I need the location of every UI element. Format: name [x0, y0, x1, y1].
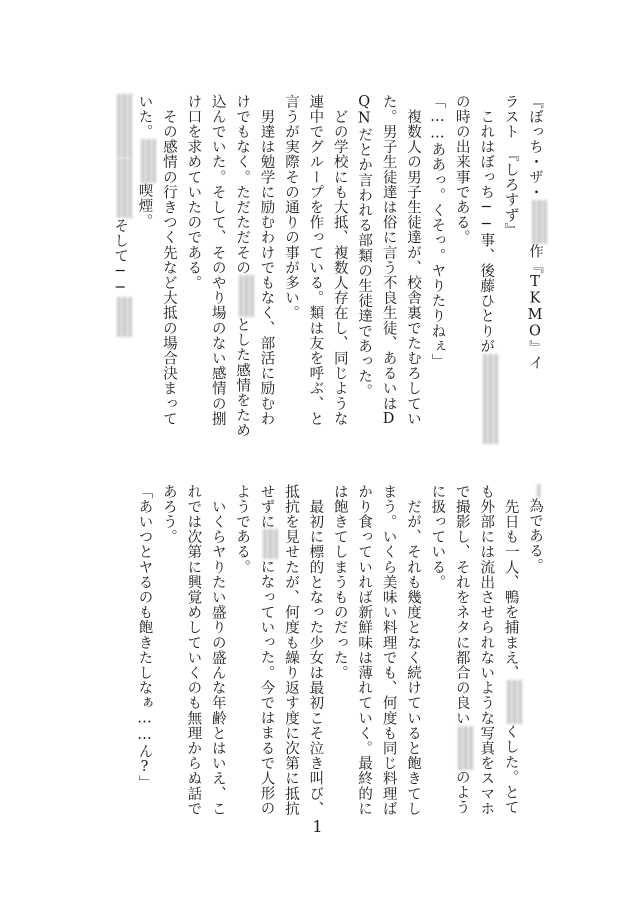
text-line: に扱っている。 [429, 484, 446, 590]
text-line: 「……ああっ。くそっ。ヤりたりねぇ」 [429, 94, 446, 369]
text-line: 『ぼっち・ザ・作『TKMO』イ [523, 94, 547, 454]
redaction-blur [483, 354, 498, 444]
text-line: 込んでいた。そして、そのやり場のない感情の捌 [209, 94, 226, 427]
text-line: いくらヤりたい盛りの盛んな年齢とはいえ、こ [209, 484, 226, 817]
text-line: の時の出来事である。 [453, 94, 470, 245]
text-line: 言うが実際その通りの事が多い。 [282, 94, 299, 321]
text-line: で撮影し、それをネタに都合の良いのよう [449, 484, 473, 844]
text-line: だが、それも幾度となく続けていると飽きてし [404, 484, 421, 817]
redaction-blur [507, 680, 522, 724]
text-line: 為である。 [523, 484, 547, 844]
redaction-blur [263, 529, 278, 559]
text-line: 先日も一人、鴨を捕まえ、くした。とて [498, 484, 522, 844]
text-line: 最初に標的となった少女は最初こそ泣き叫び、 [307, 484, 324, 817]
page-number: 1 [312, 817, 323, 836]
redaction-blur [239, 275, 254, 317]
text-line: 複数人の男子生徒達が、校舎裏でたむろしてい [404, 94, 421, 427]
redaction-blur [141, 139, 156, 183]
text-line: どの学校にも大抵、複数人存在し、同じような [331, 94, 348, 427]
text-line: は飽きてしまうものだった。 [331, 484, 348, 681]
text-line: 連中でグループを作っている。類は友を呼ぶ、と [307, 94, 324, 427]
text-line: これはぼっち──事、後藤ひとりが [474, 94, 498, 454]
redaction-blur [117, 158, 132, 218]
redaction-blur [117, 297, 132, 337]
text-line: ようである。 [234, 484, 251, 575]
text-line: まう。いくら美味い料理でも、何度も同じ料理ば [380, 484, 397, 817]
text-line: け口を求めていたのである。 [185, 94, 202, 291]
text-line: れでは次第に興覚めしていくのも無理からぬ話で [185, 484, 202, 817]
text-line: QNだとか言われる部類の生徒達であった。 [356, 94, 373, 399]
text-line: も外部には流出させられないような写真をスマホ [478, 484, 495, 817]
text-line: ラスト 『しろすず』 [502, 94, 519, 238]
text-line: そして── [108, 94, 132, 454]
bottom-text-block [132, 484, 547, 844]
redaction-blur [117, 94, 132, 158]
redaction-blur [458, 726, 473, 770]
text-line: いた。喫煙。 [132, 94, 156, 454]
text-line: その感情の行きつく先など大抵の場合決まって [160, 94, 177, 427]
text-line: 男達は勉学に励むわけでもなく、部活に励むわ [258, 94, 275, 427]
text-line: けでもなく。ただただそのとした感情をため [230, 94, 254, 454]
top-text-block [108, 94, 547, 454]
text-line: 抵抗を見せたが、何度も繰り返す度に次第に抵抗 [282, 484, 299, 817]
text-line: た。男子生徒達は俗に言う不良生徒、あるいはD [380, 94, 397, 428]
text-line: あろう。 [160, 484, 177, 545]
redaction-blur [537, 484, 541, 498]
text-line: かり食っていれば新鮮味は薄れていく。最終的に [356, 484, 373, 817]
text-line: せずにになっていった。今ではまるで人形の [254, 484, 278, 844]
text-line: 「あいつとヤるのも飽きたしなぁ……ん?」 [136, 484, 153, 791]
redaction-blur [532, 200, 547, 244]
